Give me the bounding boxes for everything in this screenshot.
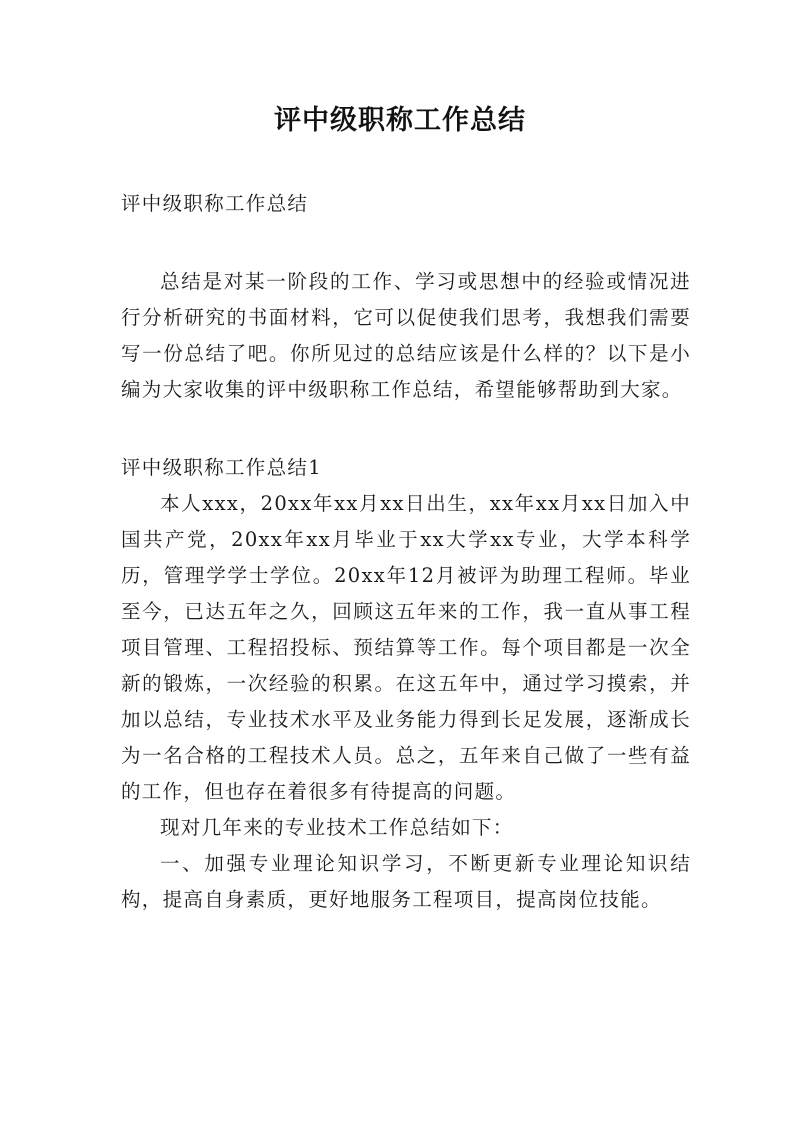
- document-body: [121, 186, 691, 918]
- body-paragraph: 现对几年来的专业技术工作总结如下：: [160, 816, 514, 839]
- body-paragraph: 一、加强专业理论知识学习，不断更新专业理论知识结构，提高自身素质，更好地服务工程项目，提高岗位技能。: [121, 852, 691, 911]
- spacer: [121, 222, 691, 264]
- document-title: 评中级职称工作总结: [274, 105, 526, 136]
- intro-paragraph: 总结是对某一阶段的工作、学习或思想中的经验或情况进行分析研究的书面材料，它可以促使我们思考，我想我们需要写一份总结了吧。你所见过的总结应该是什么样的？以下是小编为大家收集的评中级职称工作总结，希望能够帮助到大家。: [121, 270, 691, 401]
- section-heading: 评中级职称工作总结1: [121, 456, 322, 479]
- body-paragraph: 本人xxx，20xx年xx月xx日出生，xx年xx月xx日加入中国共产党，20xx年xx月毕业于xx大学xx专业，大学本科学历，管理学学士学位。20xx年12月被评为助理工程师。毕业至今，已达五年之久，回顾这五年来的工作，我一直从事工程项目管理、工程招投标、预结算等工作。每个项目都是一次全新的锻炼，一次经验的积累。在这五年中，通过学习摸索，并加以总结，专业技术水平及业务能力得到长足发展，逐渐成长为一名合格的工程技术人员。总之，五年来自己做了一些有益的工作，但也存在着很多有待提高的问题。: [121, 492, 691, 803]
- document-subtitle: 评中级职称工作总结: [121, 192, 309, 215]
- spacer: [121, 408, 691, 450]
